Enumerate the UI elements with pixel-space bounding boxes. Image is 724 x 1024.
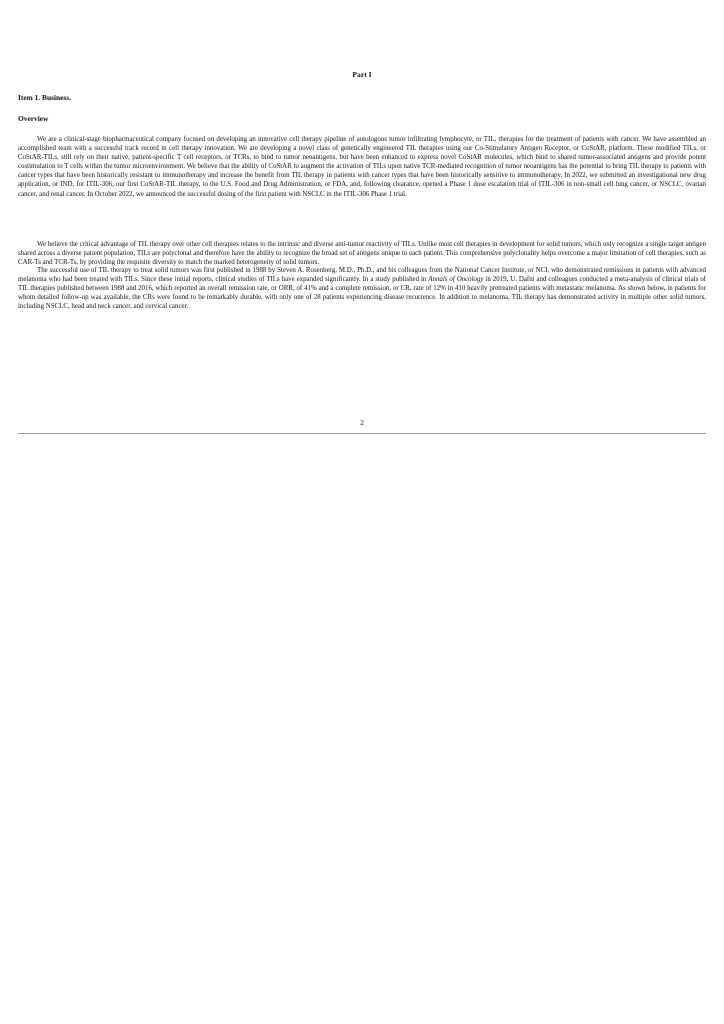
paragraph-3-text-start: The successful use of TIL therapy to treat solid tumors was first published in 1988 by Steven A. Rosenberg, M.D., Ph.D., and his colleagues from the National Cancer Institute, or NCI, who demonstrated remissions in patients with advanced melanoma who had been treated with TILs. Since these initial reports, clinical studies of TILs have expanded significantly. In a study published in [18,267,706,284]
journal-title: Annals of Oncology [428,276,484,284]
overview-paragraph-1: We are a clinical-stage biopharmaceutical company focused on developing an innovative cell therapy pipeline of autologous tumor infiltrating lymphocyte, or TIL, therapies for the treatment of patients with cancer. We have assembled an accomplished team with a successful track record in cell therapy innovation. We are developing a novel class of genetically engineered TIL therapies using our Co-Stimulatory Antigen Receptor, or CoStAR, platform. These modified TILs, or CoStAR-TILs, still rely on their native, patient-specific T cell receptors, or TCRs, to bind to tumor neoantigens, but have been enhanced to express novel CoStAR molecules, which bind to shared tumor-associated antigens and provide potent costimulation to T cells within the tumor microenvironment. We believe that the ability of CoStAR to augment the activation of TILs upon native TCR-mediated recognition of tumor neoantigens has the potential to bring TIL therapy to patients with cancer types that have been historically resistant to immunotherapy and increase the benefit from TIL therapy in patients with cancer types that have been historically sensitive to immunotherapy. In 2022, we submitted an investigational new drug application, or IND, for ITIL-306, our first CoStAR-TIL therapy, to the U.S. Food and Drug Administration, or FDA, and, following clearance, opened a Phase 1 dose escalation trial of ITIL-306 in non-small cell lung cancer, or NSCLC, ovarian cancer, and renal cancer. In October 2022, we announced the successful dosing of the first patient with NSCLC in the ITIL-306 Phase 1 trial. [18,136,706,198]
page-number: 2 [360,419,364,427]
overview-paragraph-2: We believe the critical advantage of TIL therapy over other cell therapies relates to the intrinsic and diverse anti-tumor reactivity of TILs. Unlike most cell therapies in development for solid tumors, which only recognize a single target antigen shared across a diverse patient population, TILs are polyclonal and therefore have the ability to recognize the broad set of antigens unique to each patient. This comprehensive polyclonality helps overcome a major limitation of cell therapies, such as CAR-Ts and TCR-Ts, by providing the requisite diversity to match the marked heterogeneity of solid tumors. [18,241,706,267]
part-title: Part I [352,70,372,79]
overview-paragraph-3 [18,266,706,311]
section-heading-overview: Overview [18,114,49,123]
paragraph-3-text-end: in 2019, U. Dafni and colleagues conducted a meta-analysis of clinical trials of TIL therapies published between 1988 and 2016, which reported an overall remission rate, or ORR, of 41% and a complete remission, or CR, rate of 12% in 410 heavily pretreated patients with metastatic melanoma. As shown below, in patients for whom detailed follow-up was available, the CRs were found to be remarkably durable, with only one of 28 patients experiencing disease recurrence. In addition to melanoma, TIL therapy has demonstrated activity in multiple other solid tumors, including NSCLC, head and neck cancer, and cervical cancer. [18,276,706,311]
page-divider [18,433,706,434]
item-heading: Item 1. Business. [18,93,71,102]
